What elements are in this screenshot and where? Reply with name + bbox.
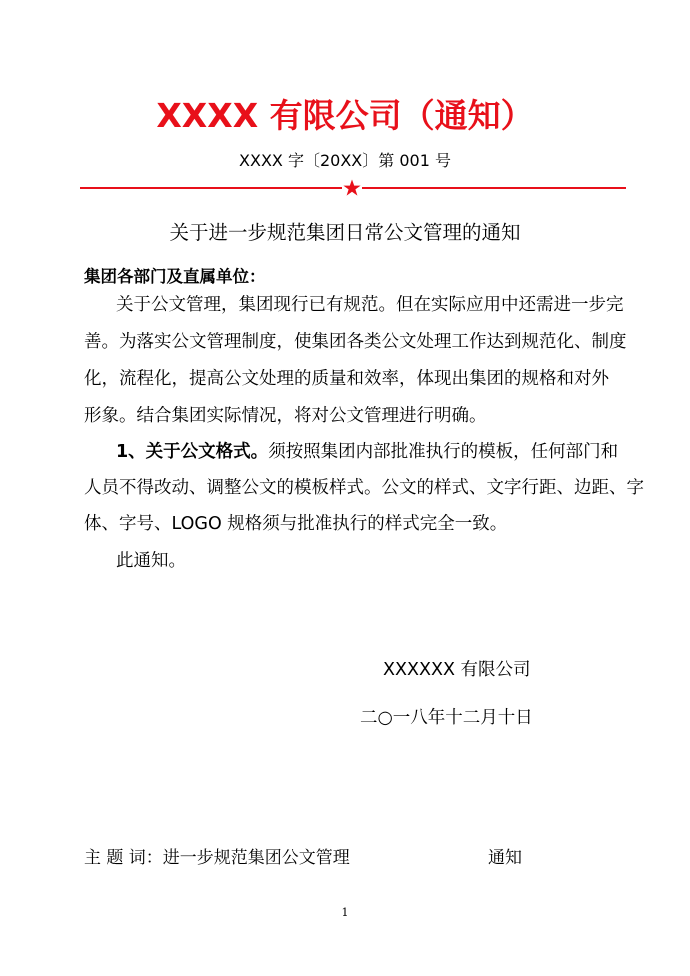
body-line: 善。为落实公文管理制度，使集团各类公文处理工作达到规范化、制度 [84,332,627,352]
red-star-icon [342,178,362,198]
body-line: 人员不得改动、调整公文的模板样式。公文的样式、文字行距、边距、字 [84,478,644,498]
closing-line: 此通知。 [116,551,186,571]
keywords-tail: 通知 [488,848,522,868]
body-line: 化，流程化，提高公文处理的质量和效率，体现出集团的规格和对外 [84,369,609,389]
item-1-line [116,440,618,464]
signature-date: 二○一八年十二月十日 [360,708,533,728]
body-line: 体、字号、LOGO 规格须与批准执行的样式完全一致。 [84,514,508,534]
header-divider-left [80,187,342,189]
header-divider-right [362,187,626,189]
body-line: 关于公文管理，集团现行已有规范。但在实际应用中还需进一步完 [116,295,624,315]
keywords-label: 主 题 词：进一步规范集团公文管理 [84,848,350,868]
item-1-text: 须按照集团内部批准执行的模板，任何部门和 [268,442,619,462]
item-1-heading: 1、关于公文格式。 [116,442,269,462]
document-header-title: XXXX 有限公司（通知） [156,96,534,135]
page-number: 1 [341,906,349,919]
signature-company: XXXXXX 有限公司 [383,660,531,680]
document-number: XXXX 字〔20XX〕第 001 号 [239,151,451,170]
document-subject: 关于进一步规范集团日常公文管理的通知 [169,221,521,244]
body-line: 形象。结合集团实际情况，将对公文管理进行明确。 [84,406,487,426]
salutation: 集团各部门及直属单位： [84,267,266,286]
